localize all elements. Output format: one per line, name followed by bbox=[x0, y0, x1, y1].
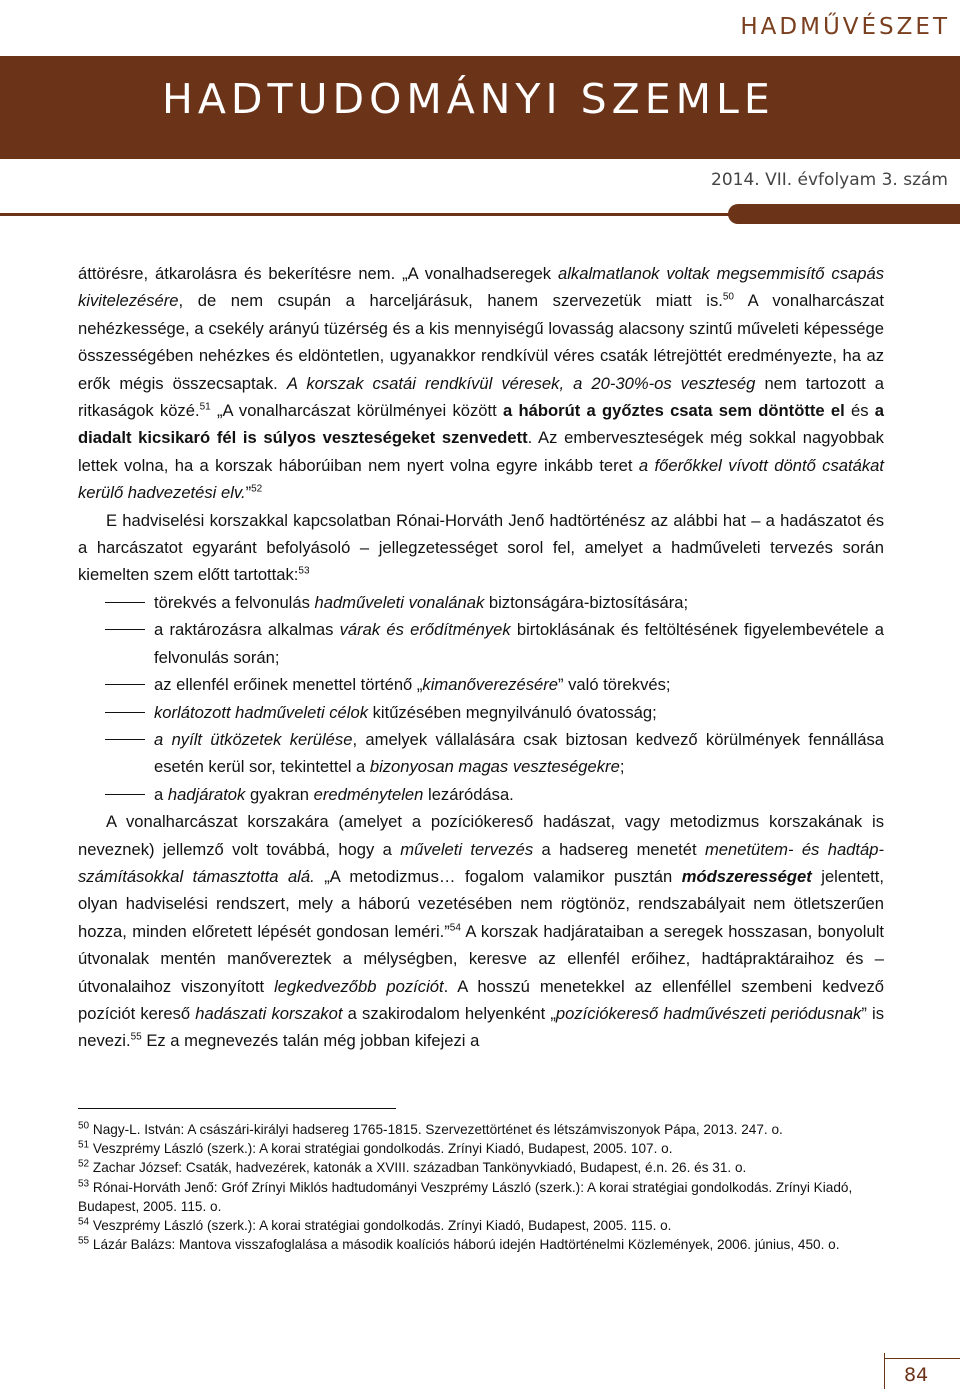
text: bizonyosan magas veszteségekre bbox=[369, 757, 620, 777]
footnote-text: Zachar József: Csaták, hadvezérek, katonák a XVIII. században Tankönyvkiadó, Budapest, é.n. 26. és 31. o. bbox=[92, 1160, 747, 1176]
dash-bullet bbox=[105, 602, 145, 603]
text: , de nem csupán a harceljárásuk, hanem szervezetük miatt is. bbox=[178, 291, 723, 311]
text: ” való törekvés; bbox=[558, 675, 671, 695]
footnotes bbox=[78, 1120, 878, 1254]
text: törekvés a felvonulás bbox=[154, 592, 315, 612]
issue-label: 2014. VII. évfolyam 3. szám bbox=[711, 170, 948, 190]
text: módszerességet bbox=[681, 866, 812, 886]
header-ornament bbox=[728, 204, 960, 224]
text: az ellenfél erőinek menettel történő „ bbox=[154, 675, 423, 695]
text: ” is nevezi. bbox=[78, 1003, 885, 1051]
text: pozíciókereső hadművészeti periódusnak bbox=[555, 1003, 862, 1023]
list-item bbox=[78, 671, 884, 698]
text: a szakirodalom helyenként „ bbox=[342, 1003, 556, 1023]
text: a háborút a győztes csata sem döntötte el bbox=[503, 401, 845, 421]
text: Ez a megnevezés talán még jobban kifejezi a bbox=[141, 1031, 480, 1051]
text: „A metodizmus… fogalom valamikor pusztán bbox=[314, 866, 682, 886]
footnote bbox=[78, 1120, 878, 1139]
header-top bbox=[0, 0, 960, 56]
text: ” bbox=[245, 483, 252, 503]
footnote-ref-52[interactable]: 52 bbox=[251, 483, 263, 495]
text: menetütem- és hadtáp-számításokkal támasztotta alá. bbox=[78, 839, 884, 886]
footnote-text: Nagy-L. István: A császári-királyi hadsereg 1765-1815. Szervezettörténet és létszámviszonyok Pápa, 2013. 247. o. bbox=[92, 1122, 783, 1137]
dash-bullet bbox=[105, 739, 145, 740]
dash-bullet bbox=[105, 629, 145, 630]
text: a diadalt kicsikaró fél is súlyos veszteségeket szenvedett bbox=[78, 401, 885, 448]
footnote-rule bbox=[78, 1108, 396, 1109]
text: . Az emberveszteségek még sokkal nagyobbak lettek volna, ha a korszak háborúiban nem nyert volna egyre inkább teret bbox=[78, 428, 884, 475]
text: kimanőverezésére bbox=[422, 675, 558, 695]
text: várak és erődítmények bbox=[339, 620, 511, 640]
footnote-ref-51[interactable]: 51 bbox=[199, 401, 211, 413]
text: A vonalharcászat nehézkessége, a csekély arányú tüzérség és a kis mennyiségű lovasság alacsony szintű műveleti képessége összességében nehézkes és eldöntetlen, ugyanakkor rendkívül véres csaták létrejöttét eredményezte, ha az erők mégis összecsaptak. bbox=[78, 291, 884, 393]
text: A vonalharcászat korszakára (amelyet a pozíciókereső hadászat, vagy metodizmus korszakának is neveznek) jellemző volt továbbá, hogy a bbox=[78, 812, 884, 859]
text: biztonságára-biztosítására; bbox=[484, 592, 689, 612]
footnote-number: 55 bbox=[78, 1235, 90, 1247]
text: ; bbox=[619, 757, 625, 777]
journal-title: HADTUDOMÁNYI SZEMLE bbox=[162, 75, 775, 123]
footnote-number: 52 bbox=[78, 1158, 90, 1170]
list-item bbox=[78, 781, 884, 808]
list-item bbox=[78, 699, 884, 726]
text: a bbox=[154, 784, 168, 804]
footnote-number: 53 bbox=[78, 1178, 90, 1190]
dash-bullet bbox=[105, 684, 145, 685]
footnote-ref-53[interactable]: 53 bbox=[298, 565, 310, 577]
footnote-ref-55[interactable]: 55 bbox=[130, 1031, 142, 1043]
title-bar bbox=[0, 56, 960, 159]
text: a nyílt ütközetek kerülése bbox=[154, 729, 353, 749]
footnote bbox=[78, 1158, 878, 1177]
list-item bbox=[78, 726, 884, 781]
footnote-text: Veszprémy László (szerk.): A korai stratégiai gondolkodás. Zrínyi Kiadó, Budapest, 2005. 115. o. bbox=[92, 1218, 672, 1234]
text: műveleti tervezés bbox=[400, 839, 534, 859]
text: korlátozott hadműveleti célok bbox=[154, 702, 368, 722]
text: a főerőkkel vívott döntő csatákat kerülő hadvezetési elv. bbox=[78, 455, 884, 503]
text: nem tartozott a ritkaságok közé. bbox=[78, 373, 884, 421]
paragraph-2 bbox=[78, 507, 884, 589]
text: hadjáratok bbox=[167, 784, 246, 804]
text: . A hosszú menetekkel az ellenféllel szembeni kedvező pozíciót kereső bbox=[78, 976, 884, 1023]
dash-bullet bbox=[105, 794, 145, 795]
list-item bbox=[78, 616, 884, 671]
footnote-ref-50[interactable]: 50 bbox=[722, 291, 734, 303]
text: birtoklásának és feltöltésének figyelembevétele a felvonulás során; bbox=[154, 620, 884, 667]
text: legkedvezőbb pozíciót bbox=[274, 976, 444, 996]
article-body bbox=[78, 260, 884, 1055]
text: E hadviselési korszakkal kapcsolatban Rónai-Horváth Jenő hadtörténész az alábbi hat – a hadászatot és a harcászatot egyaránt befolyásoló – jellegzetességet sorol fel, amelyet a hadműveleti tervezés során kiemelten szem előtt tartottak: bbox=[78, 510, 884, 585]
text: és bbox=[844, 401, 875, 421]
page-number-rule bbox=[884, 1358, 960, 1359]
page-number: 84 bbox=[904, 1364, 929, 1386]
text: kitűzésében megnyilvánuló óvatosság; bbox=[368, 702, 657, 722]
text: A korszak hadjárataiban a seregek hosszasan, bonyolult útvonalak mentén manővereztek a mélységben, keresve az ellenfél erőihez, hadtápraktáraihoz és – útvonalaihoz viszonyított bbox=[78, 921, 885, 996]
footnote bbox=[78, 1178, 878, 1216]
text: eredménytelen bbox=[313, 784, 424, 804]
dash-bullet bbox=[105, 712, 145, 713]
footnote-text: Veszprémy László (szerk.): A korai stratégiai gondolkodás. Zrínyi Kiadó, Budapest, 2005. 107. o. bbox=[92, 1141, 673, 1157]
footnote-ref-54[interactable]: 54 bbox=[449, 922, 461, 934]
section-label: HADMŰVÉSZET bbox=[740, 14, 950, 40]
footnote bbox=[78, 1139, 878, 1158]
footnote bbox=[78, 1235, 878, 1254]
text: A korszak csatái rendkívül véresek, a 20-30%-os veszteség bbox=[286, 373, 756, 393]
text: áttörésre, átkarolásra és bekerítésre nem. „A vonalhadseregek bbox=[78, 264, 559, 283]
list-item bbox=[78, 589, 884, 616]
footnote-number: 50 bbox=[78, 1120, 90, 1132]
paragraph-3 bbox=[78, 808, 884, 1055]
text: alkalmatlanok voltak megsemmisítő csapás kivitelezésére bbox=[78, 264, 884, 311]
footnote-number: 54 bbox=[78, 1216, 90, 1228]
text: „A vonalharcászat körülményei között bbox=[210, 401, 504, 421]
text: , amelyek vállalására csak biztosan kedvező körülmények fennállása esetén kerül sor, tekintettel a bbox=[154, 729, 884, 777]
footnote bbox=[78, 1216, 878, 1235]
text: hadműveleti vonalának bbox=[314, 592, 485, 612]
text: jelentett, olyan hadviselési rendszert, mely a háború vezetésében nem rögtönöz, rendszabályait nem ötletszerűen hozza, minden előretett lépését gondosan leméri.” bbox=[78, 866, 884, 941]
footnote-number: 51 bbox=[78, 1139, 90, 1151]
feature-list bbox=[78, 589, 884, 808]
footnote-text: Rónai-Horváth Jenő: Gróf Zrínyi Miklós hadtudományi Veszprémy László (szerk.): A korai stratégiai gondolkodás. Zrínyi Kiadó, Budapest, 2005. 115. o. bbox=[78, 1179, 853, 1214]
text: a hadsereg menetét bbox=[533, 839, 705, 859]
text: a raktározásra alkalmas bbox=[154, 620, 340, 640]
paragraph-1 bbox=[78, 260, 884, 507]
footnote-text: Lázár Balázs: Mantova visszafoglalása a második koalíciós háború idején Hadtörténelmi Közlemények, 2006. június, 450. o. bbox=[92, 1237, 840, 1253]
text: hadászati korszakot bbox=[195, 1003, 343, 1023]
text: gyakran bbox=[245, 784, 314, 804]
text: lezáródása. bbox=[423, 784, 514, 804]
